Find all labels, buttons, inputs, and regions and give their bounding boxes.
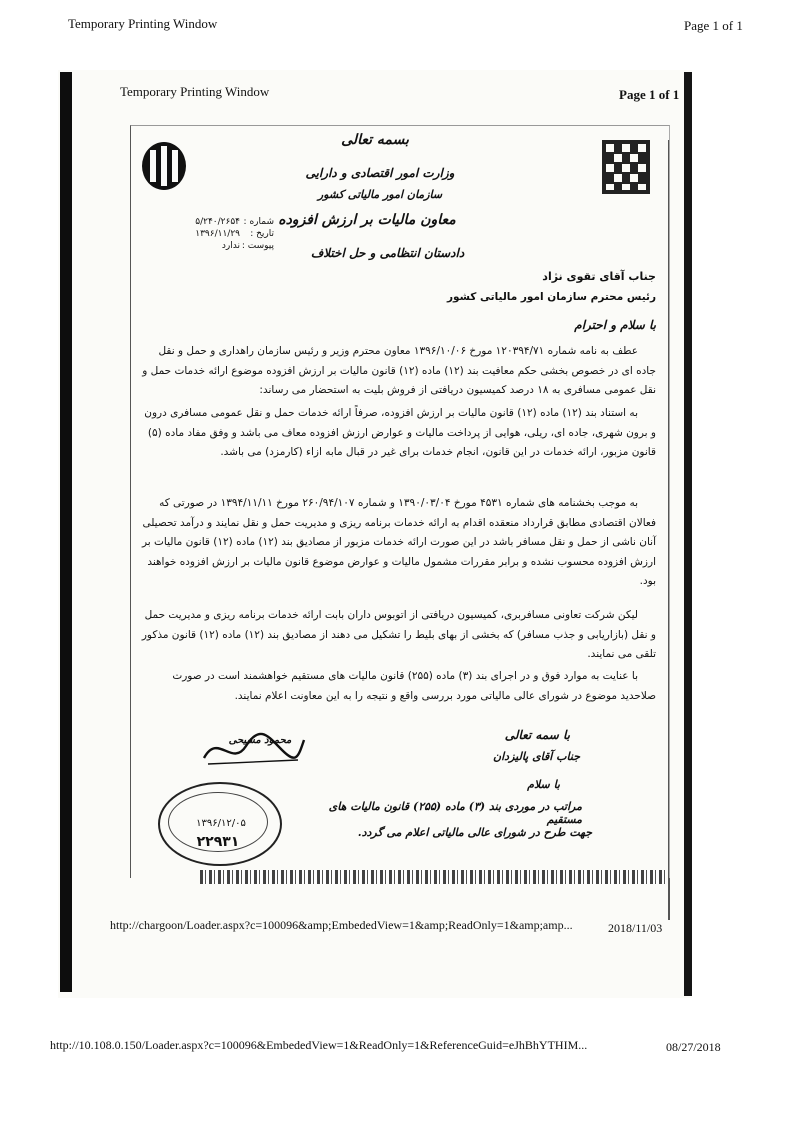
recipient-name: جناب آقای تقوی نژاد <box>542 270 656 283</box>
meta-date-label: تاریخ : <box>250 229 274 239</box>
greeting: با سلام و احترام <box>574 318 656 332</box>
paragraph-4: لیکن شرکت تعاونی مسافربری، کمیسیون دریافتی از اتوبوس داران بابت ارائه خدمات برنامه ریزی و مدیریت حمل و نقل (بازاریابی و جذب مسافر) که بخشی از بهای بلیط را تشکیل می دهند از مصادیق بند (۱۲) ماده (۱۲) قانون مذکور تلقی می نمایند. <box>141 609 656 660</box>
paragraph-1: عطف به نامه شماره ۱۲۰۳۹۴/۷۱ مورخ ۱۳۹۶/۱۰/۰۶ معاون محترم وزیر و رئیس سازمان راهداری و حمل و نقل جاده ای در خصوص بخشی حکم معافیت بند (۱۲) ماده (۱۲) قانون مالیات بر ارزش افزوده موضوع ارائه خدمات حمل و نقل عمومی مسافری به ۱۸ درصد کمیسیون دریافتی از فروش بلیت به استحضار می رساند: <box>142 345 656 396</box>
scan-left-edge <box>60 72 72 992</box>
meta-number-value: ۵/۲۴۰/۲۶۵۴ <box>195 217 240 227</box>
outer-page-number: Page 1 of 1 <box>684 18 743 33</box>
meta-attach-label: پیوست : <box>241 241 274 251</box>
stamp-number: ۲۲۹۳۱ <box>196 834 240 850</box>
meta-attach-value: ندارد <box>221 241 240 251</box>
stamp-date: ۱۳۹۶/۱۲/۰۵ <box>196 818 246 829</box>
outer-footer-date: 08/27/2018 <box>666 1040 721 1054</box>
letter-meta-values <box>185 216 240 252</box>
handwritten-note-1: با سمه تعالی <box>504 728 570 742</box>
inner-footer-url: http://chargoon/Loader.aspx?c=100096&amp;EmbededView=1&amp;ReadOnly=1&amp;amp... <box>110 918 573 932</box>
bismillah: بسمه تعالی <box>341 132 409 148</box>
handwritten-note-4: مراتب در موردی بند (۳) ماده (۲۵۵) قانون مالیات های مستقیم <box>328 800 582 826</box>
inner-window-title: Temporary Printing Window <box>120 84 270 99</box>
paragraph-2: به استناد بند (۱۲) ماده (۱۲) قانون مالیات بر ارزش افزوده، صرفاً ارائه خدمات حمل و نقل عمومی مسافری درون و برون شهری، جاده ای، ریلی، هوایی از پرداخت مالیات و عوارض ارزش افزوده معاف می باشد و وفق مفاد ماده (۵) قانون مزبور، ارائه خدمات در این قانون، انجام خدمات برای غیر در قبال مابه ازاء (کارمزد) می باشد. <box>144 407 656 458</box>
recipient-title: رئیس محترم سازمان امور مالیاتی کشور <box>446 291 656 303</box>
office-name: دادستان انتظامی و حل اختلاف <box>310 246 465 260</box>
scan-bottom-noise <box>200 870 666 884</box>
outer-footer-url: http://10.108.0.150/Loader.aspx?c=100096&EmbededView=1&ReadOnly=1&ReferenceGuid=eJhBhYTHIM... <box>50 1038 588 1052</box>
deputy-name: معاون مالیات بر ارزش افزوده <box>278 212 456 228</box>
paragraph-3: به موجب بخشنامه های شماره ۴۵۳۱ مورخ ۱۳۹۰/۰۳/۰۴ و شماره ۲۶۰/۹۴/۱۰۷ مورخ ۱۳۹۴/۱۱/۱۱ در صورتی که فعالان اقتصادی مطابق قرارداد منعقده اقدام به ارائه خدمات برنامه ریزی و مدیریت حمل و نقل نمایند و درآمد تحصیلی آنان ناشی از حمل و نقل مسافر باشد در این صورت ارائه خدمات مزبور از مصادیق بند (۱۲) ماده (۱۲) قانون مالیات بر ارزش افزوده محسوب نشده و برابر مقررات مشمول مالیات و عوارض موضوع قانون مالیات بر ارزش افزوده خواهند بود. <box>141 497 656 587</box>
meta-date-value: ۱۳۹۶/۱۱/۲۹ <box>195 229 240 239</box>
signature-name: محمود مسیحی <box>228 735 292 746</box>
tax-organization-logo-icon <box>602 140 650 194</box>
handwritten-note-5: جهت طرح در شورای عالی مالیاتی اعلام می گردد. <box>357 826 592 839</box>
organization-name: سازمان امور مالیاتی کشور <box>317 188 443 201</box>
paragraph-5: با عنایت به موارد فوق و در اجرای بند (۳) ماده (۲۵۵) قانون مالیات های مستقیم خواهشمند است در صورت صلاحدید موضوع در شورای عالی مالیاتی مورد بررسی واقع و نتیجه را به این معاونت اعلام نمایند. <box>172 670 656 702</box>
ministry-name: وزارت امور اقتصادی و دارایی <box>305 166 455 180</box>
handwritten-note-3: با سلام <box>527 778 560 791</box>
scan-right-edge <box>684 72 692 996</box>
inner-page-number: Page 1 of 1 <box>619 87 680 102</box>
handwritten-note-2: جناب آقای پالیزدان <box>493 750 580 763</box>
meta-number-label: شماره : <box>243 217 274 227</box>
ministry-emblem-icon <box>140 140 188 192</box>
inner-footer-date: 2018/11/03 <box>608 921 663 935</box>
outer-window-title: Temporary Printing Window <box>68 16 218 31</box>
